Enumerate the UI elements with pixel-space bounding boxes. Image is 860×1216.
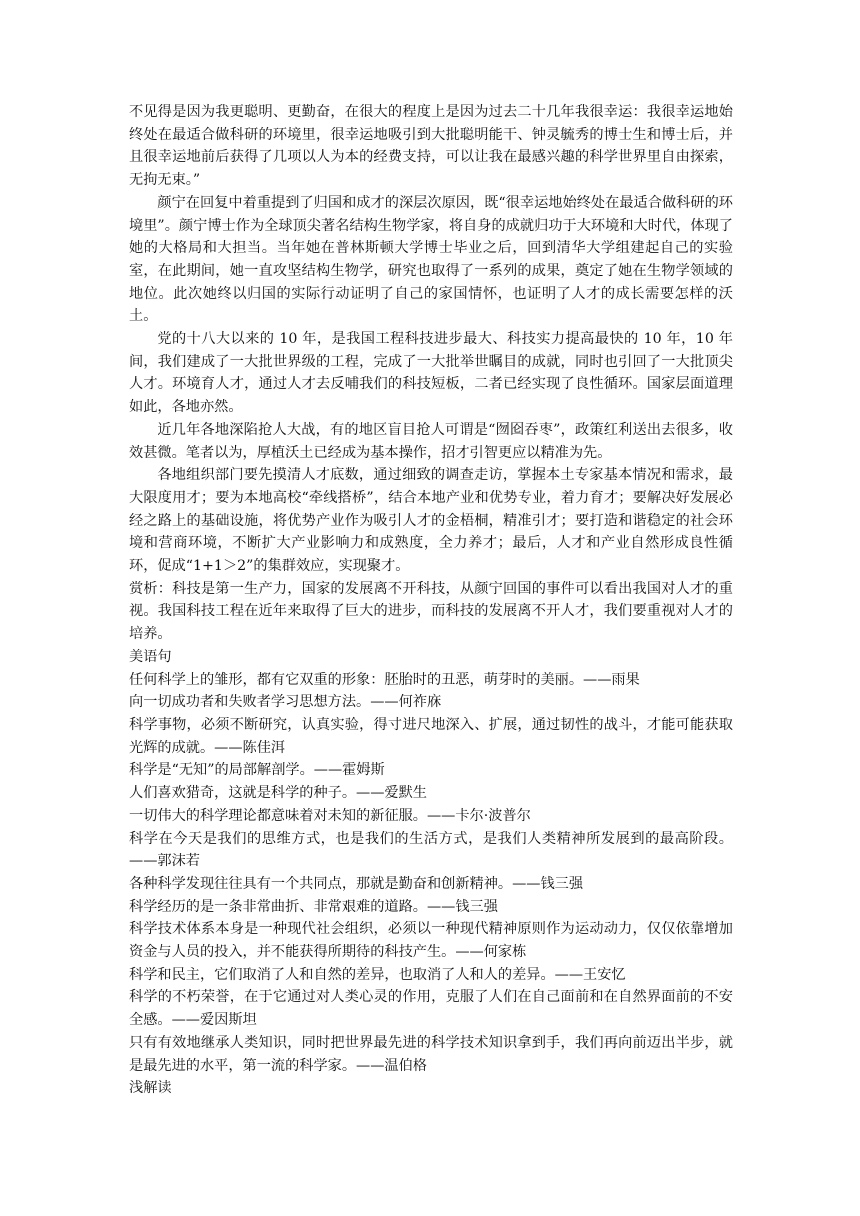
quote-line: 科学和民主，它们取消了人和自然的差异，也取消了人和人的差异。——王安忆 bbox=[129, 966, 626, 983]
paragraph-talent-competition: 近几年各地深陷抢人大战，有的地区盲目抢人可谓是“囫囵吞枣”，政策红利送出去很多，收效甚微。笔者以为，厚植沃土已经成为基本操作，招才引智更应以精准为先。 bbox=[129, 421, 733, 461]
quote-line: 科学事物，必须不断研究，认真实验，得寸进尺地深入、扩展，通过韧性的战斗，才能可能获取光辉的成就。——陈佳洱 bbox=[129, 716, 733, 756]
quote-line: 科学经历的是一条非常曲折、非常艰难的道路。——钱三强 bbox=[129, 898, 498, 915]
section-heading: 浅解读 bbox=[129, 1080, 172, 1097]
quote-line: 各种科学发现往往具有一个共同点，那就是勤奋和创新精神。——钱三强 bbox=[129, 875, 584, 892]
quotes-heading: 美语句 bbox=[129, 648, 172, 665]
quote-line: 科学在今天是我们的思维方式，也是我们的生活方式，是我们人类精神所发展到的最高阶段。——郭沫若 bbox=[129, 830, 733, 870]
quote-line: 科学的不朽荣誉，在于它通过对人类心灵的作用，克服了人们在自己面前和在自然界面前的不安全感。——爱因斯坦 bbox=[129, 989, 733, 1029]
quote-line: 科学技术体系本身是一种现代社会组织，必须以一种现代精神原则作为运动动力，仅仅依靠增加资金与人员的投入，并不能获得所期待的科技产生。——何家栋 bbox=[129, 921, 733, 961]
paragraph-yan-ning-reply: 颜宁在回复中着重提到了归国和成才的深层次原因，既“很幸运地始终处在最适合做科研的环境里”。颜宁博士作为全球顶尖著名结构生物学家，将自身的成就归功于大环境和大时代，体现了她的大格局和大担当。当年她在普林斯顿大学博士毕业之后，回到清华大学组建起自己的实验室，在此期间，她一直攻坚结构生物学，研究也取得了一系列的成果，奠定了她在生物学领域的地位。此次她终以归国的实际行动证明了自己的家国情怀，也证明了人才的成长需要怎样的沃土。 bbox=[129, 194, 733, 325]
paragraph-ten-years: 党的十八大以来的 10 年，是我国工程科技进步最大、科技实力提高最快的 10 年，10 年间，我们建成了一大批世界级的工程，完成了一大批举世瞩目的成就，同时也引回了一大批顶尖人才。环境育人才，通过人才去反哺我们的科技短板，二者已经实现了良性循环。国家层面道理如此，各地亦然。 bbox=[129, 331, 733, 416]
paragraph-continuation: 不见得是因为我更聪明、更勤奋，在很大的程度上是因为过去二十几年我很幸运：我很幸运地始终处在最适合做科研的环境里，很幸运地吸引到大批聪明能干、钟灵毓秀的博士生和博士后，并且很幸运地前后获得了几项以人为本的经费支持，可以让我在最感兴趣的科学世界里自由探索，无拘无束。” bbox=[129, 104, 733, 189]
appreciation-paragraph: 赏析：科技是第一生产力，国家的发展离不开科技，从颜宁回国的事件可以看出我国对人才的重视。我国科技工程在近年来取得了巨大的进步，而科技的发展离不开人才，我们要重视对人才的培养。 bbox=[129, 580, 733, 643]
quote-line: 人们喜欢猎奇，这就是科学的种子。——爱默生 bbox=[129, 785, 427, 802]
document-body bbox=[129, 101, 733, 1100]
quote-line: 只有有效地继承人类知识，同时把世界最先进的科学技术知识拿到手，我们再向前迈出半步，就是最先进的水平，第一流的科学家。——温伯格 bbox=[129, 1034, 733, 1074]
quote-line: 向一切成功者和失败者学习思想方法。——何祚庥 bbox=[129, 694, 442, 711]
paragraph-organization-departments: 各地组织部门要先摸清人才底数，通过细致的调查走访，掌握本土专家基本情况和需求，最大限度用才；要为本地高校“牵线搭桥”，结合本地产业和优势专业，着力育才；要解决好发展必经之路上的基础设施，将优势产业作为吸引人才的金梧桐，精准引才；要打造和谐稳定的社会环境和营商环境，不断扩大产业影响力和成熟度，全力养才；最后，人才和产业自然形成良性循环，促成“1+1＞2”的集群效应，实现聚才。 bbox=[129, 467, 733, 575]
quote-line: 科学是“无知”的局部解剖学。——霍姆斯 bbox=[129, 762, 385, 779]
quote-line: 任何科学上的雏形，都有它双重的形象：胚胎时的丑恶，萌芽时的美丽。——雨果 bbox=[129, 671, 640, 688]
quote-line: 一切伟大的科学理论都意味着对未知的新征服。——卡尔·波普尔 bbox=[129, 807, 531, 824]
